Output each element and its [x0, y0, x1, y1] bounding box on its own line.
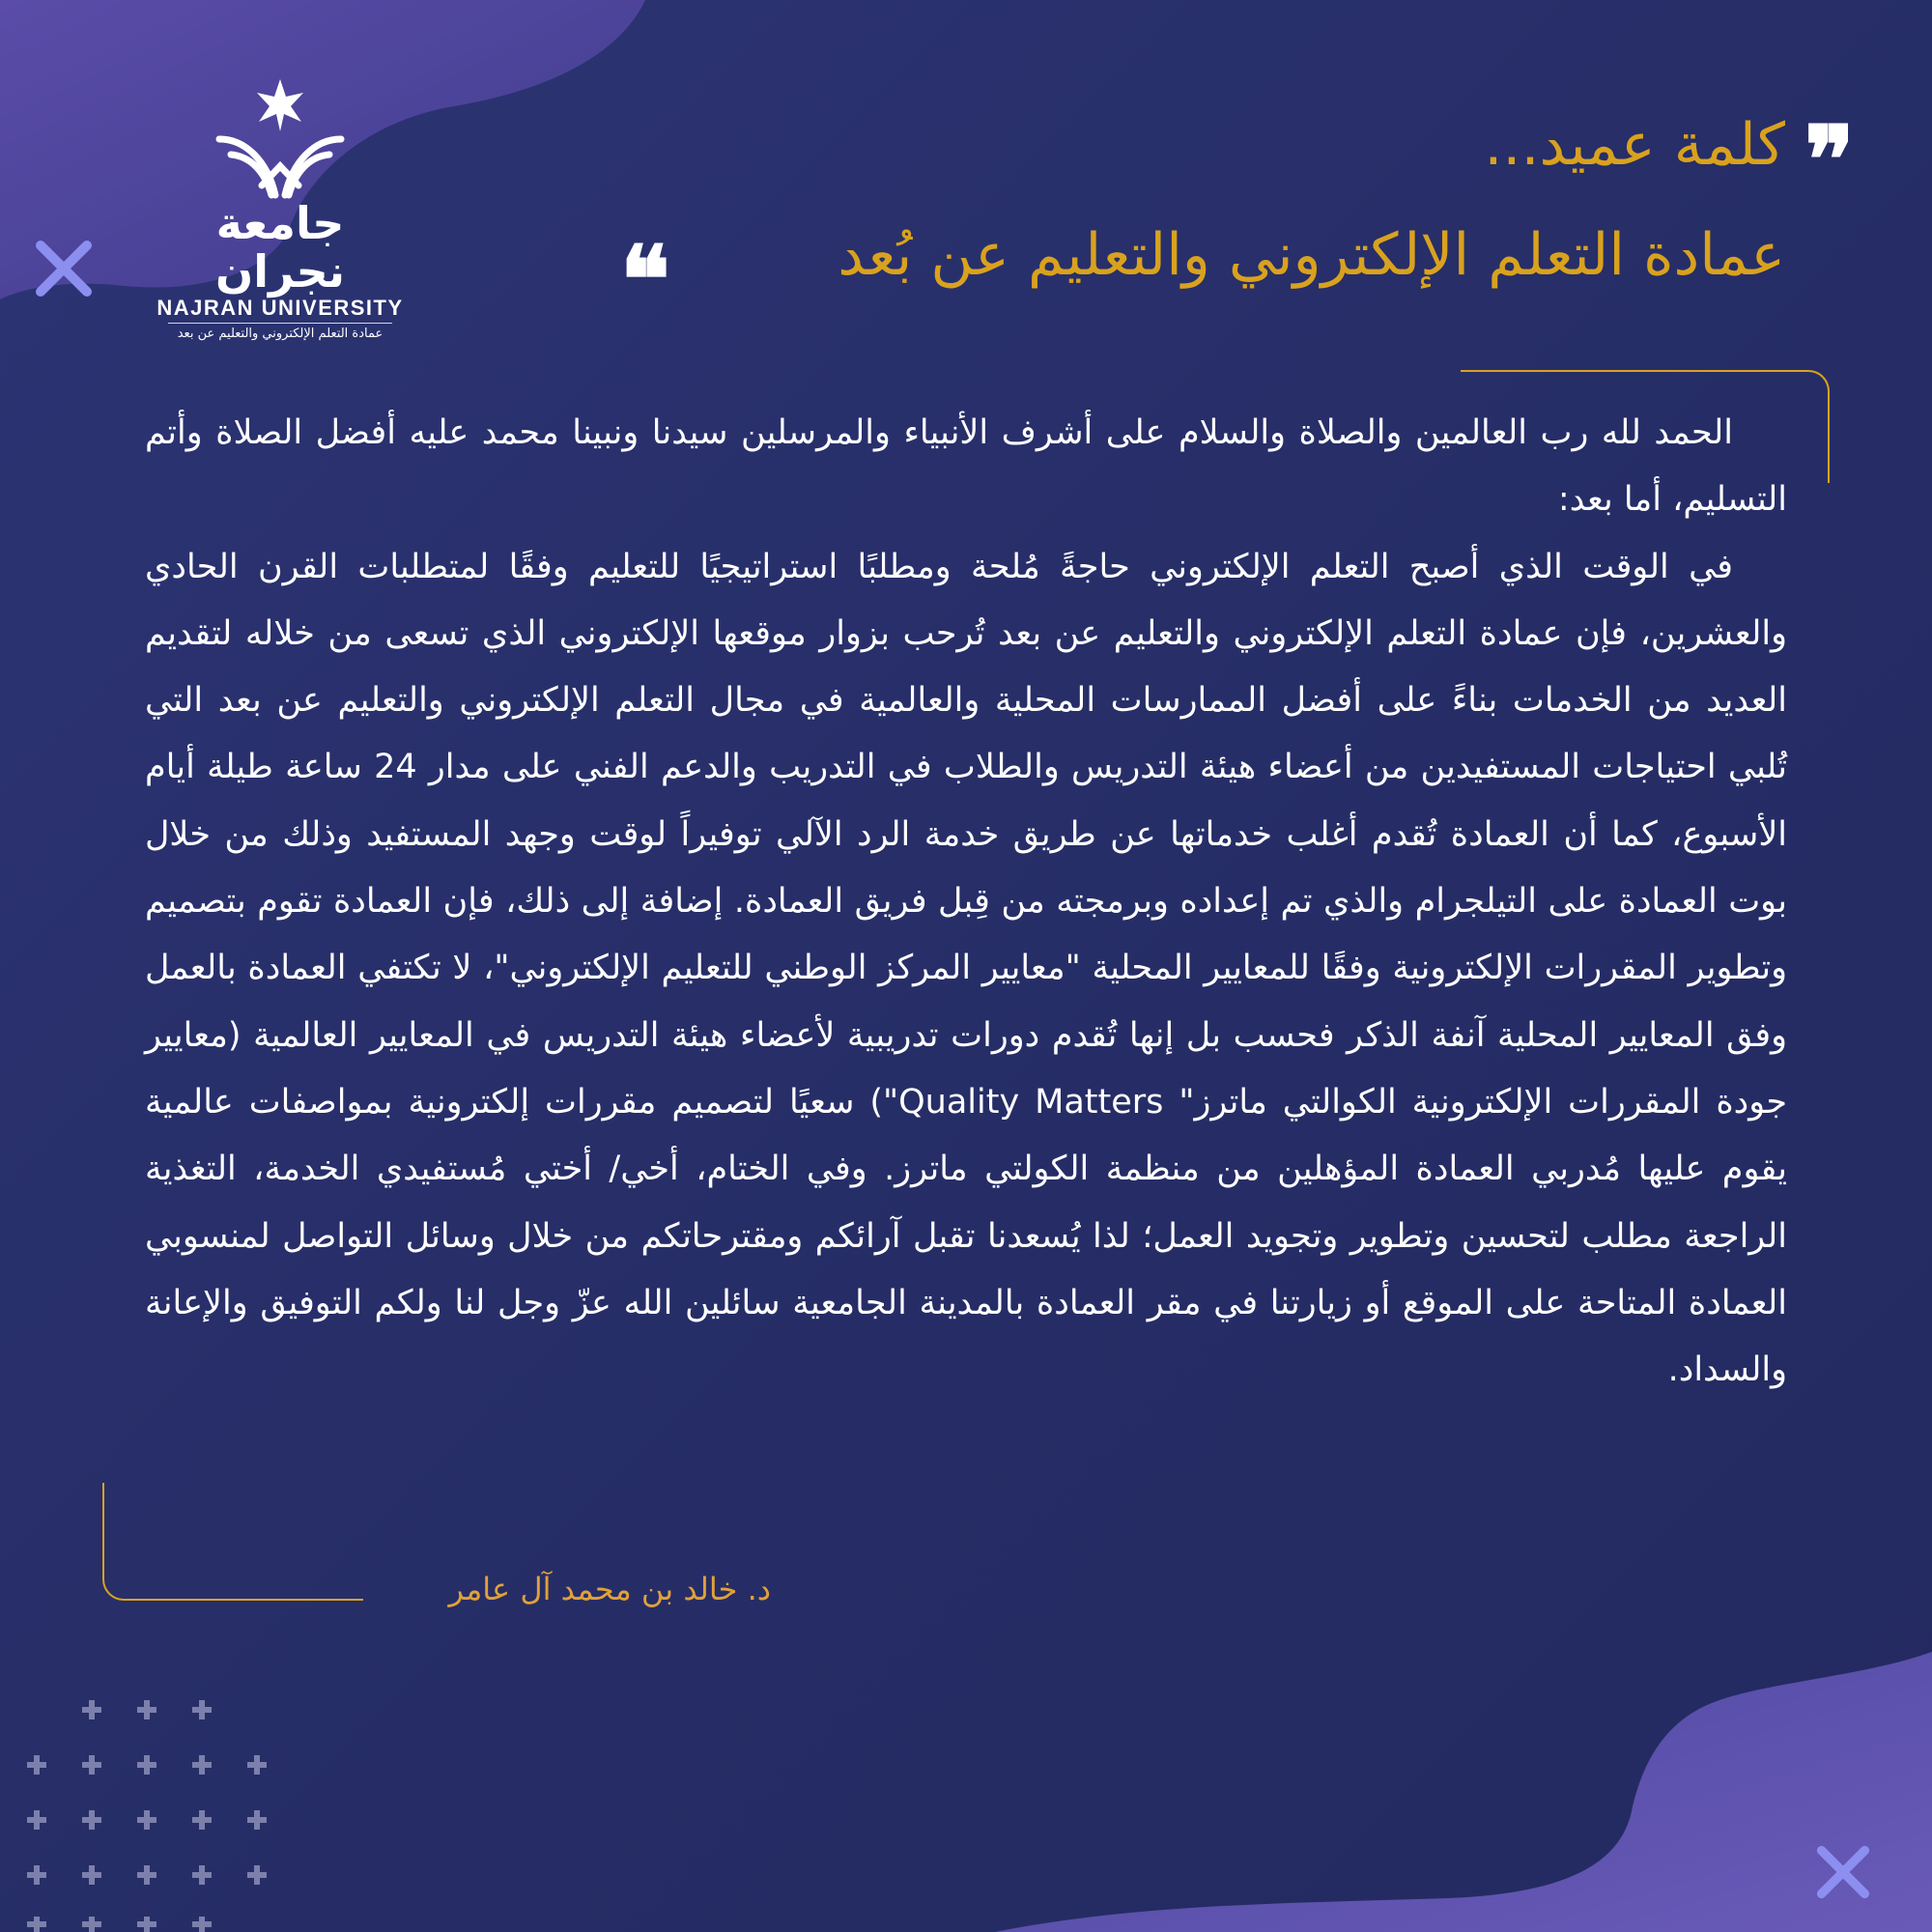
dean-message: [145, 400, 1787, 1404]
opening-quote-icon: ❝: [620, 225, 670, 334]
logo-name-english: NAJRAN UNIVERSITY: [156, 296, 404, 320]
star-icon: [257, 79, 303, 131]
message-paragraph: الحمد لله رب العالمين والصلاة والسلام على أشرف الأنبياء والمرسلين سيدنا ونبينا محمد عليه أفضل الصلاة وأتم التسليم، أما بعد:: [145, 413, 1787, 520]
logo-subtitle: عمادة التعلم الإلكتروني والتعليم عن بعد: [168, 323, 392, 343]
x-icon: [35, 240, 93, 298]
logo-name-arabic: جامعة نجران: [214, 197, 346, 298]
arches-icon: [219, 139, 341, 195]
closing-quote-icon: ❞: [1804, 105, 1855, 214]
x-icon: [1816, 1845, 1870, 1899]
message-paragraph: في الوقت الذي أصبح التعلم الإلكتروني حاجةً مُلحة ومطلبًا استراتيجيًا للتعليم وفقًا لمتطلبات القرن الحادي والعشرين، فإن عمادة التعلم الإلكتروني والتعليم عن بعد تُرحب بزوار موقعها الإلكتروني الذي تسعى من خلاله لتقديم العديد من الخدمات بناءً على أفضل الممارسات المحلية والعالمية في مجال التعلم الإلكتروني والتعليم عن بعد التي تُلبي احتياجات المستفيدين من أعضاء هيئة التدريس والطلاب في التدريب والدعم الفني على مدار 24 ساعة طيلة أيام الأسبوع، كما أن العمادة تُقدم أغلب خدماتها عن طريق خدمة الرد الآلي توفيراً لوقت وجهد المستفيد وذلك من خلال بوت العمادة على التيلجرام والذي تم إعداده وبرمجته من قِبل فريق العمادة. إضافة إلى ذلك، فإن العمادة تقوم بتصميم وتطوير المقررات الإلكترونية وفقًا للمعايير المحلية "معايير المركز الوطني للتعليم الإلكتروني"، لا تكتفي العمادة بالعمل وفق المعايير المحلية آنفة الذكر فحسب بل إنها تُقدم دورات تدريبية لأعضاء هيئة التدريس في المعايير العالمية (معايير جودة المقررات الإلكترونية الكوالتي ماترز" Quality Matters") سعيًا لتصميم مقررات إلكترونية بمواصفات عالمية يقوم عليها مُدربي العمادة المؤهلين من منظمة الكولتي ماترز. وفي الختام، أخي/ أختي مُستفيدي الخدمة، التغذية الراجعة مطلب لتحسين وتطوير وتجويد العمل؛ لذا يُسعدنا تقبل آرائكم ومقترحاتكم من خلال وسائل التواصل لمنسوبي العمادة المتاحة على الموقع أو زيارتنا في مقر العمادة بالمدينة الجامعية سائلين الله عزّ وجل لنا ولكم التوفيق والإعانة والسداد.: [145, 547, 1787, 1390]
page-subtitle: عمادة التعلم الإلكتروني والتعليم عن بُعد: [838, 221, 1785, 289]
dean-signature: د. خالد بن محمد آل عامر: [448, 1571, 771, 1607]
university-logo: [145, 77, 415, 341]
logo-emblem: [208, 77, 353, 203]
page-title: كلمة عميد...: [1484, 111, 1785, 179]
frame-corner-bottom-left: [102, 1483, 363, 1601]
